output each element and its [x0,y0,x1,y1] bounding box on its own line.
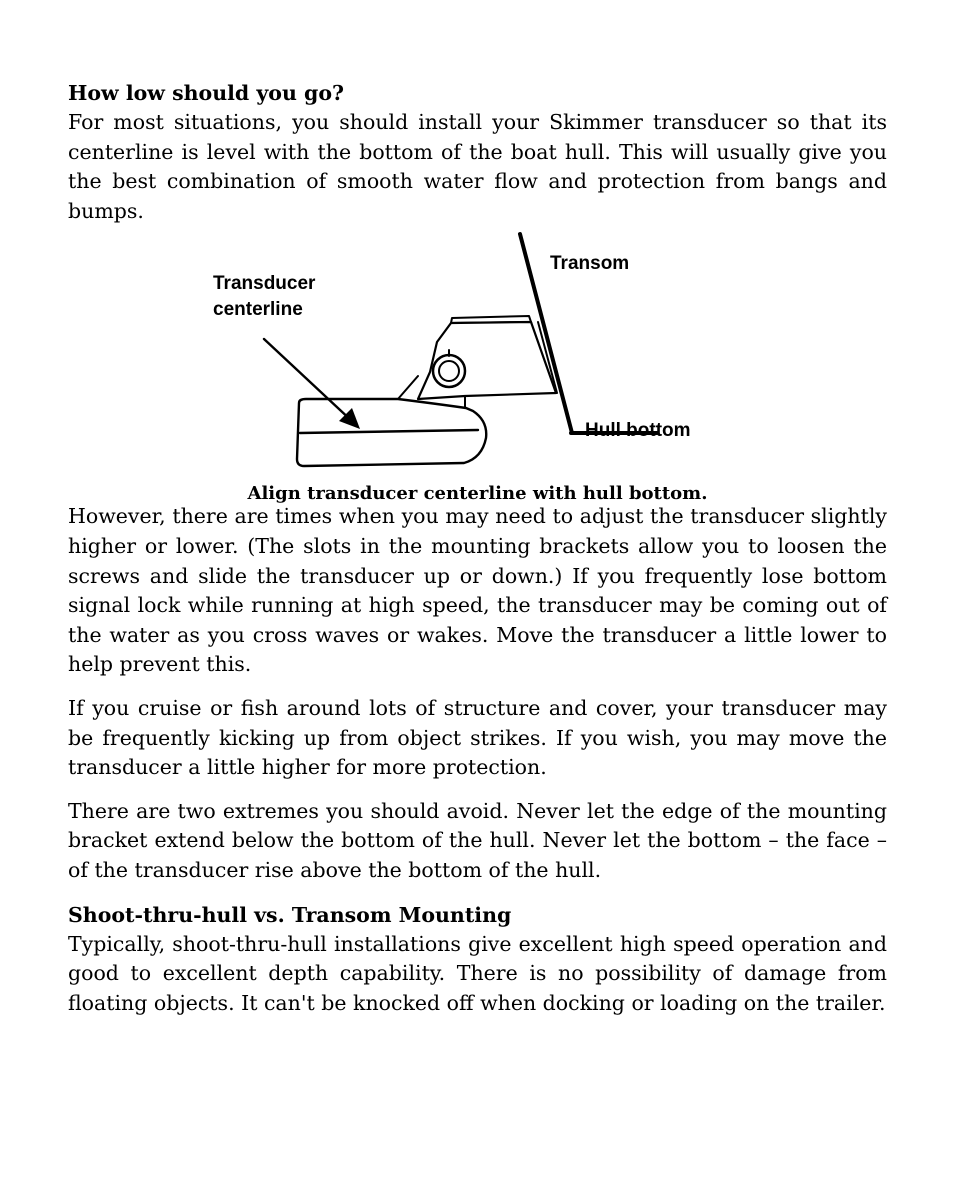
transducer-centerline-label-line1: Transducer [213,273,316,295]
shoot-thru-hull-paragraph: Typically, shoot-thru-hull installations give excellent high speed operation and good to excellent depth capability. There is no possibility of damage from floating objects. It can't be knocked off when docking or loading on the trailer. [68,931,887,1015]
structure-paragraph: If you cruise or fish around lots of structure and cover, your transducer may be frequently kicking up from object strikes. If you wish, you may move the transducer a little higher for more protection. [68,695,887,780]
adjust-paragraph: However, there are times when you may need to adjust the transducer slightly higher or lower. (The slots in the mounting brackets allow you to loosen the screws and slide the transducer up or down.) If you frequently lose bottom signal lock while running at high speed, the transducer may be coming out of the water as you cross waves or wakes. Move the transducer a little lower to help prevent this. [68,504,887,677]
transducer-centerline-label-line2: centerline [213,299,303,321]
extremes-paragraph: There are two extremes you should avoid. Never let the edge of the mounting bracket extend below the bottom of the hull. Never let the bottom – the face – of the transducer rise above the bottom of the hull. [68,798,887,882]
section-heading-shoot-thru-hull: Shoot-thru-hull vs. Transom Mounting [68,902,512,927]
manual-page [68,78,887,1018]
intro-paragraph: For most situations, you should install your Skimmer transducer so that its centerline is level with the bottom of the boat hull. This will usually give you the best combination of smooth water flow and protection from bangs and bumps. [68,110,887,223]
figure-caption: Align transducer centerline with hull bottom. [247,483,708,505]
transducer-alignment-figure [68,226,887,505]
section-heading-how-low: How low should you go? [68,81,344,105]
transducer-diagram [68,226,887,502]
transom-label: Transom [550,253,630,275]
hull-bottom-label: Hull bottom [585,420,691,442]
